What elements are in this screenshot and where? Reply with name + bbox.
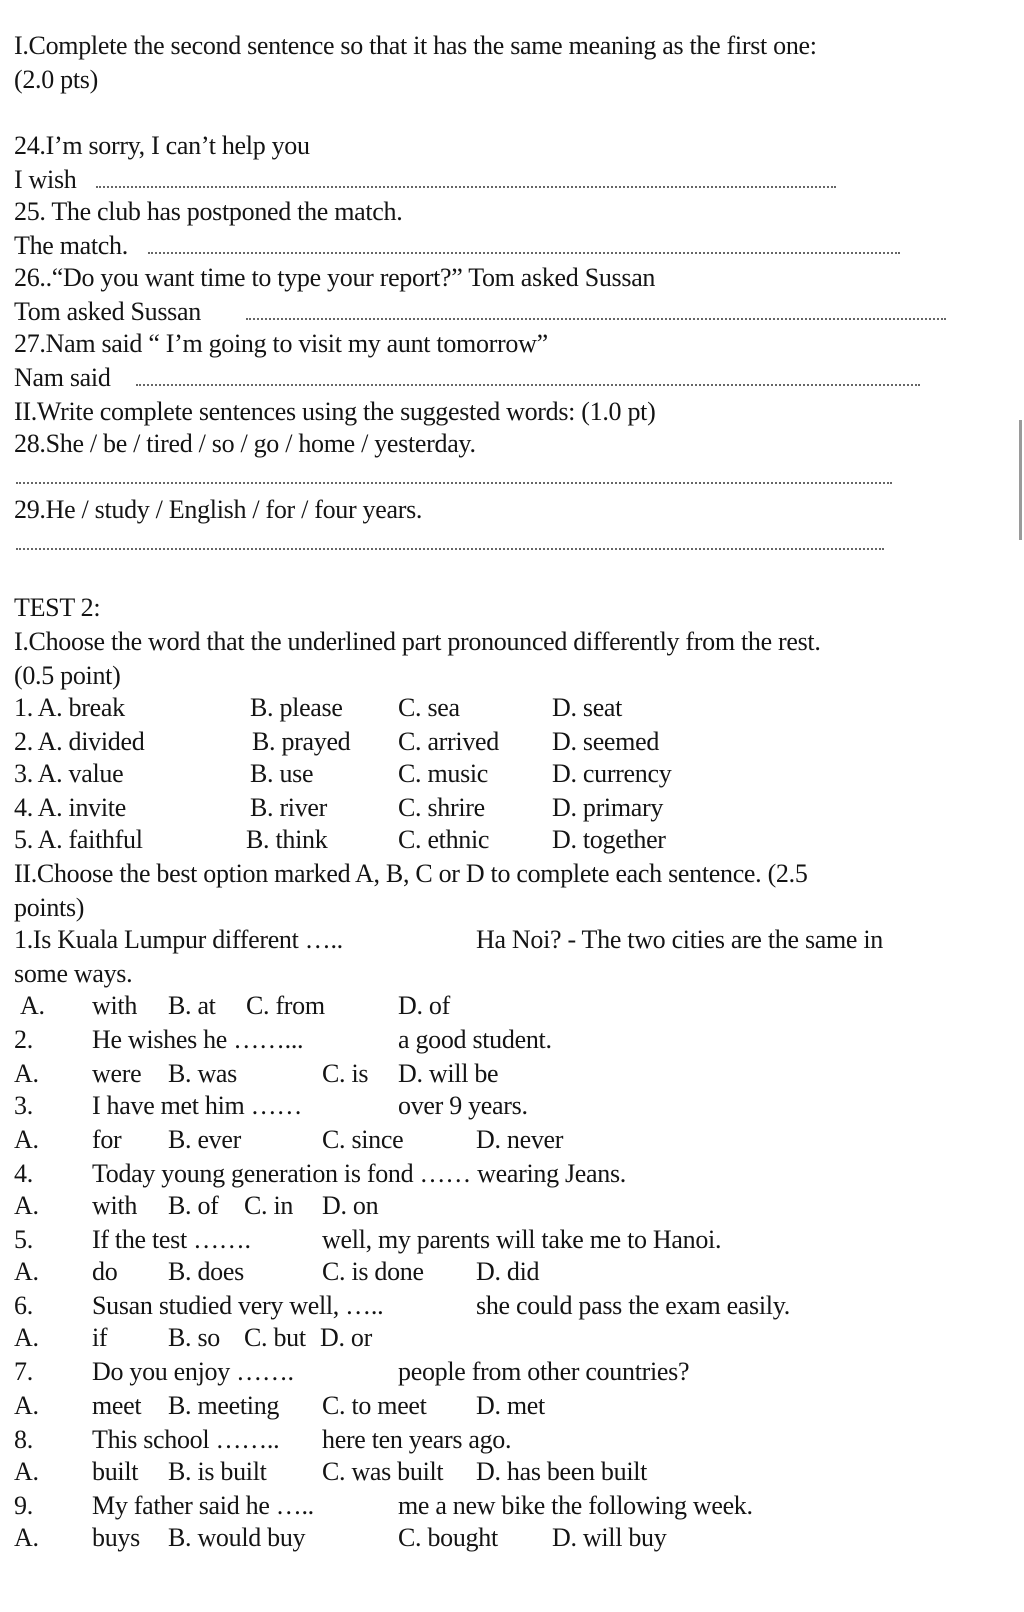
pron-4-c: C. shrire xyxy=(398,793,485,822)
mc1-opt-d[interactable]: D. of xyxy=(398,991,450,1020)
pron-5-a: 5. A. faithful xyxy=(14,825,143,854)
mc5-stem-b: well, my parents will take me to Hanoi. xyxy=(322,1225,722,1254)
section1-heading: I.Complete the second sentence so that it has the same meaning as the first one: xyxy=(14,31,817,60)
mc9-opt-d[interactable]: D. will buy xyxy=(552,1523,667,1552)
q24-answer-line[interactable] xyxy=(96,186,836,188)
pron-5-c: C. ethnic xyxy=(398,825,490,854)
pron-1-b: B. please xyxy=(250,693,343,722)
mc9-opt-b[interactable]: B. would buy xyxy=(168,1523,306,1552)
mc1-opt-b[interactable]: B. at xyxy=(168,991,216,1020)
mc7-number: 7. xyxy=(14,1357,33,1386)
mc7-opt-b[interactable]: B. meeting xyxy=(168,1391,280,1420)
pron-4-a: 4. A. invite xyxy=(14,793,126,822)
mc7-opt-a-label[interactable]: A. xyxy=(14,1391,39,1420)
page-edge-mark xyxy=(1019,420,1022,540)
mc8-stem-a: This school …….. xyxy=(92,1425,280,1454)
mc6-opt-a-label[interactable]: A. xyxy=(14,1323,39,1352)
mc4-opt-b[interactable]: B. of xyxy=(168,1191,219,1220)
mc3-opt-c[interactable]: C. since xyxy=(322,1125,404,1154)
mc1-opt-c[interactable]: C. from xyxy=(246,991,325,1020)
q25-prompt: 25. The club has postponed the match. xyxy=(14,197,403,226)
mc1-stem-b: Ha Noi? - The two cities are the same in xyxy=(476,925,883,954)
mc8-opt-a-label[interactable]: A. xyxy=(14,1457,39,1486)
mc1-stem-a: 1.Is Kuala Lumpur different ….. xyxy=(14,925,343,954)
pron-5-b: B. think xyxy=(246,825,328,854)
pron-5-d: D. together xyxy=(552,825,666,854)
mc3-opt-b[interactable]: B. ever xyxy=(168,1125,241,1154)
mc2-stem-a: He wishes he ……... xyxy=(92,1025,304,1054)
mc2-opt-b[interactable]: B. was xyxy=(168,1059,237,1088)
pron-2-c: C. arrived xyxy=(398,727,499,756)
mc6-opt-b[interactable]: B. so xyxy=(168,1323,220,1352)
mc9-opt-c[interactable]: C. bought xyxy=(398,1523,498,1552)
pron-4-b: B. river xyxy=(250,793,328,822)
pron-2-a: 2. A. divided xyxy=(14,727,145,756)
q28-answer-line[interactable] xyxy=(16,482,892,484)
mc4-opt-d[interactable]: D. on xyxy=(322,1191,379,1220)
mc2-opt-a-label[interactable]: A. xyxy=(14,1059,39,1088)
mc4-opt-c[interactable]: C. in xyxy=(244,1191,294,1220)
mc3-stem-a: I have met him …… xyxy=(92,1091,303,1120)
mc3-stem-b: over 9 years. xyxy=(398,1091,528,1120)
mc8-opt-c[interactable]: C. was built xyxy=(322,1457,444,1486)
q29-prompt: 29.He / study / English / for / four years. xyxy=(14,495,423,524)
mc6-number: 6. xyxy=(14,1291,33,1320)
q29-answer-line[interactable] xyxy=(16,548,884,550)
mc5-number: 5. xyxy=(14,1225,33,1254)
mc8-stem-b: here ten years ago. xyxy=(322,1425,512,1454)
mc8-opt-a[interactable]: built xyxy=(92,1457,139,1486)
mc8-opt-b[interactable]: B. is built xyxy=(168,1457,267,1486)
pron-1-c: C. sea xyxy=(398,693,460,722)
mc6-opt-d[interactable]: D. or xyxy=(320,1323,372,1352)
mc8-opt-d[interactable]: D. has been built xyxy=(476,1457,648,1486)
mc7-stem-b: people from other countries? xyxy=(398,1357,690,1386)
test2-part1-points: (0.5 point) xyxy=(14,661,121,690)
q26-prompt: 26..“Do you want time to type your report?” Tom asked Sussan xyxy=(14,263,656,292)
mc9-opt-a[interactable]: buys xyxy=(92,1523,140,1552)
mc2-opt-a[interactable]: were xyxy=(92,1059,142,1088)
q25-answer-line[interactable] xyxy=(148,252,900,254)
mc3-opt-a[interactable]: for xyxy=(92,1125,122,1154)
mc6-stem-a: Susan studied very well, ….. xyxy=(92,1291,384,1320)
q27-prompt: 27.Nam said “ I’m going to visit my aunt tomorrow” xyxy=(14,329,548,358)
mc9-stem-a: My father said he ….. xyxy=(92,1491,314,1520)
mc7-opt-c[interactable]: C. to meet xyxy=(322,1391,427,1420)
mc5-stem-a: If the test ……. xyxy=(92,1225,251,1254)
mc5-opt-a[interactable]: do xyxy=(92,1257,118,1286)
mc9-stem-b: me a new bike the following week. xyxy=(398,1491,753,1520)
section1-points: (2.0 pts) xyxy=(14,65,98,94)
mc6-opt-c[interactable]: C. but xyxy=(244,1323,306,1352)
q24-start: I wish xyxy=(14,165,77,194)
pron-1-a: 1. A. break xyxy=(14,693,125,722)
test2-part2-points: points) xyxy=(14,893,85,922)
q25-start: The match. xyxy=(14,231,128,260)
mc1-opt-a-label[interactable]: A. xyxy=(20,991,45,1020)
mc2-opt-d[interactable]: D. will be xyxy=(398,1059,499,1088)
mc2-stem-b: a good student. xyxy=(398,1025,552,1054)
mc3-opt-a-label[interactable]: A. xyxy=(14,1125,39,1154)
pron-3-b: B. use xyxy=(250,759,314,788)
pron-2-d: D. seemed xyxy=(552,727,660,756)
mc7-stem-a: Do you enjoy ……. xyxy=(92,1357,294,1386)
mc6-opt-a[interactable]: if xyxy=(92,1323,108,1352)
mc9-number: 9. xyxy=(14,1491,33,1520)
pron-3-a: 3. A. value xyxy=(14,759,124,788)
mc2-opt-c[interactable]: C. is xyxy=(322,1059,369,1088)
mc1-stem-cont: some ways. xyxy=(14,959,133,988)
mc9-opt-a-label[interactable]: A. xyxy=(14,1523,39,1552)
q27-start: Nam said xyxy=(14,363,111,392)
mc4-opt-a[interactable]: with xyxy=(92,1191,138,1220)
mc7-opt-d[interactable]: D. met xyxy=(476,1391,545,1420)
section2-heading: II.Write complete sentences using the suggested words: (1.0 pt) xyxy=(14,397,656,426)
pron-4-d: D. primary xyxy=(552,793,664,822)
mc5-opt-a-label[interactable]: A. xyxy=(14,1257,39,1286)
mc7-opt-a[interactable]: meet xyxy=(92,1391,142,1420)
mc5-opt-c[interactable]: C. is done xyxy=(322,1257,424,1286)
q27-answer-line[interactable] xyxy=(136,384,920,386)
mc1-opt-a[interactable]: with xyxy=(92,991,138,1020)
pron-1-d: D. seat xyxy=(552,693,623,722)
mc6-stem-b: she could pass the exam easily. xyxy=(476,1291,790,1320)
mc3-number: 3. xyxy=(14,1091,33,1120)
test2-part2-heading: II.Choose the best option marked A, B, C or D to complete each sentence. (2.5 xyxy=(14,859,808,888)
mc2-number: 2. xyxy=(14,1025,33,1054)
q26-start: Tom asked Sussan xyxy=(14,297,201,326)
mc3-opt-d[interactable]: D. never xyxy=(476,1125,564,1154)
pron-3-c: C. music xyxy=(398,759,489,788)
test2-part1-heading: I.Choose the word that the underlined part pronounced differently from the rest. xyxy=(14,627,821,656)
mc5-opt-d[interactable]: D. did xyxy=(476,1257,540,1286)
mc4-stem-a: Today young generation is fond …… wearing Jeans. xyxy=(92,1159,626,1188)
pron-3-d: D. currency xyxy=(552,759,672,788)
q26-answer-line[interactable] xyxy=(246,318,946,320)
mc4-number: 4. xyxy=(14,1159,33,1188)
q28-prompt: 28.She / be / tired / so / go / home / yesterday. xyxy=(14,429,476,458)
test2-title: TEST 2: xyxy=(14,593,101,622)
pron-2-b: B. prayed xyxy=(252,727,351,756)
q24-prompt: 24.I’m sorry, I can’t help you xyxy=(14,131,310,160)
mc4-opt-a-label[interactable]: A. xyxy=(14,1191,39,1220)
mc5-opt-b[interactable]: B. does xyxy=(168,1257,244,1286)
mc8-number: 8. xyxy=(14,1425,33,1454)
